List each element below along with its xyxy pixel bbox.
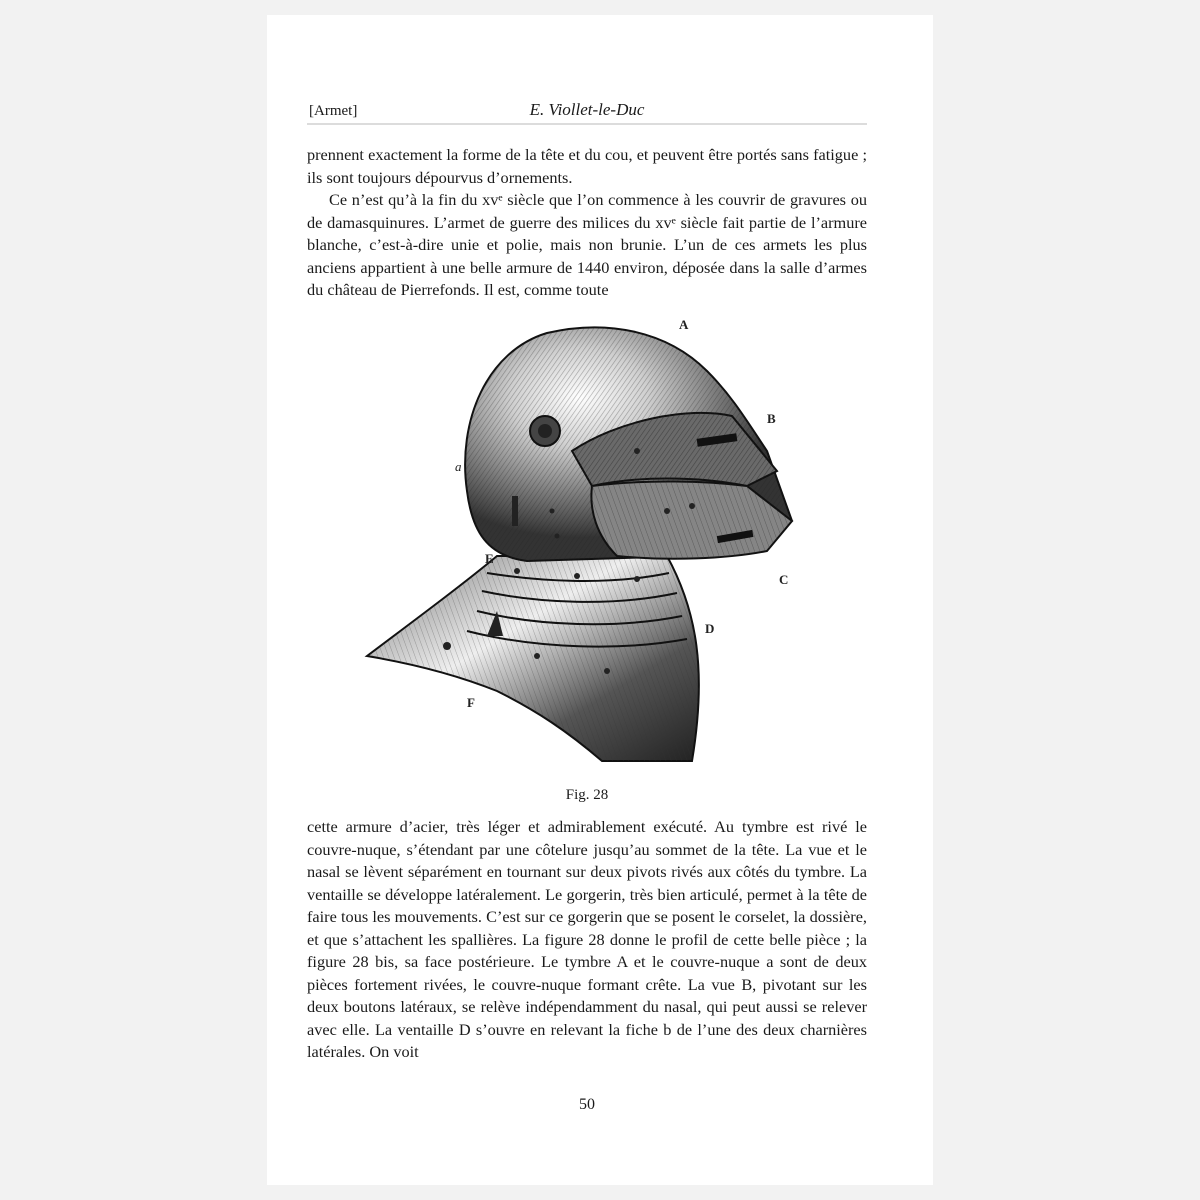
label-E: E [485,551,494,566]
page-number: 50 [579,1096,595,1113]
label-B: B [767,411,776,426]
book-page [267,15,933,1185]
label-a: a [455,459,462,474]
label-D: D [705,621,715,636]
author-name: E. Viollet-le-Duc [529,100,645,119]
label-F: F [467,695,475,710]
paragraph-1: prennent exactement la forme de la tête et du cou, et peuvent être portés sans fatigue ; ils sont toujours dépourvus d’ornements. [307,145,867,187]
helmet-engraving [337,311,857,781]
section-title: [Armet] [309,103,358,119]
paragraph-3: cette armure d’acier, très léger et admirablement exécuté. Au tymbre est rivé le couvre-nuque, s’étendant par une côtelure jusqu’au sommet de la tête. La vue et le nasal se lèvent séparément en tournant sur deux pivots rivés aux côtés du tymbre. La ventaille se développe latéralement. Le gorgerin, très bien articulé, permet à la tête de faire tous les mouvements. C’est sur ce gorgerin que se posent le corselet, la dossière, et que s’attachent les spallières. La figure 28 donne le profil de cette belle pièce ; la figure 28 bis, sa face postérieure. Le tymbre A et le couvre-nuque a sont de deux pièces fortement rivées, le couvre-nuque formant crête. La vue B, pivotant sur les deux boutons latéraux, se relève indépendamment du nasal, qui peut aussi se relever avec elle. La ventaille D s’ouvre en relevant la fiche b de l’une des deux charnières latérales. On voit [307,817,867,1061]
running-header [307,95,867,125]
figure-caption: Fig. 28 [565,787,609,803]
label-C: C [779,572,789,587]
label-A: A [679,317,689,332]
paragraph-2: Ce n’est qu’à la fin du xvᵉ siècle que l’on commence à les couvrir de gravures ou de damasquinures. L’armet de guerre des milices du xvᵉ siècle fait partie de l’armure blanche, c’est-à-dire unie et polie, mais non brunie. L’un de ces armets les plus anciens appartient à une belle armure de 1440 environ, déposée dans la salle d’armes du château de Pierrefonds. Il est, comme toute [307,190,867,299]
